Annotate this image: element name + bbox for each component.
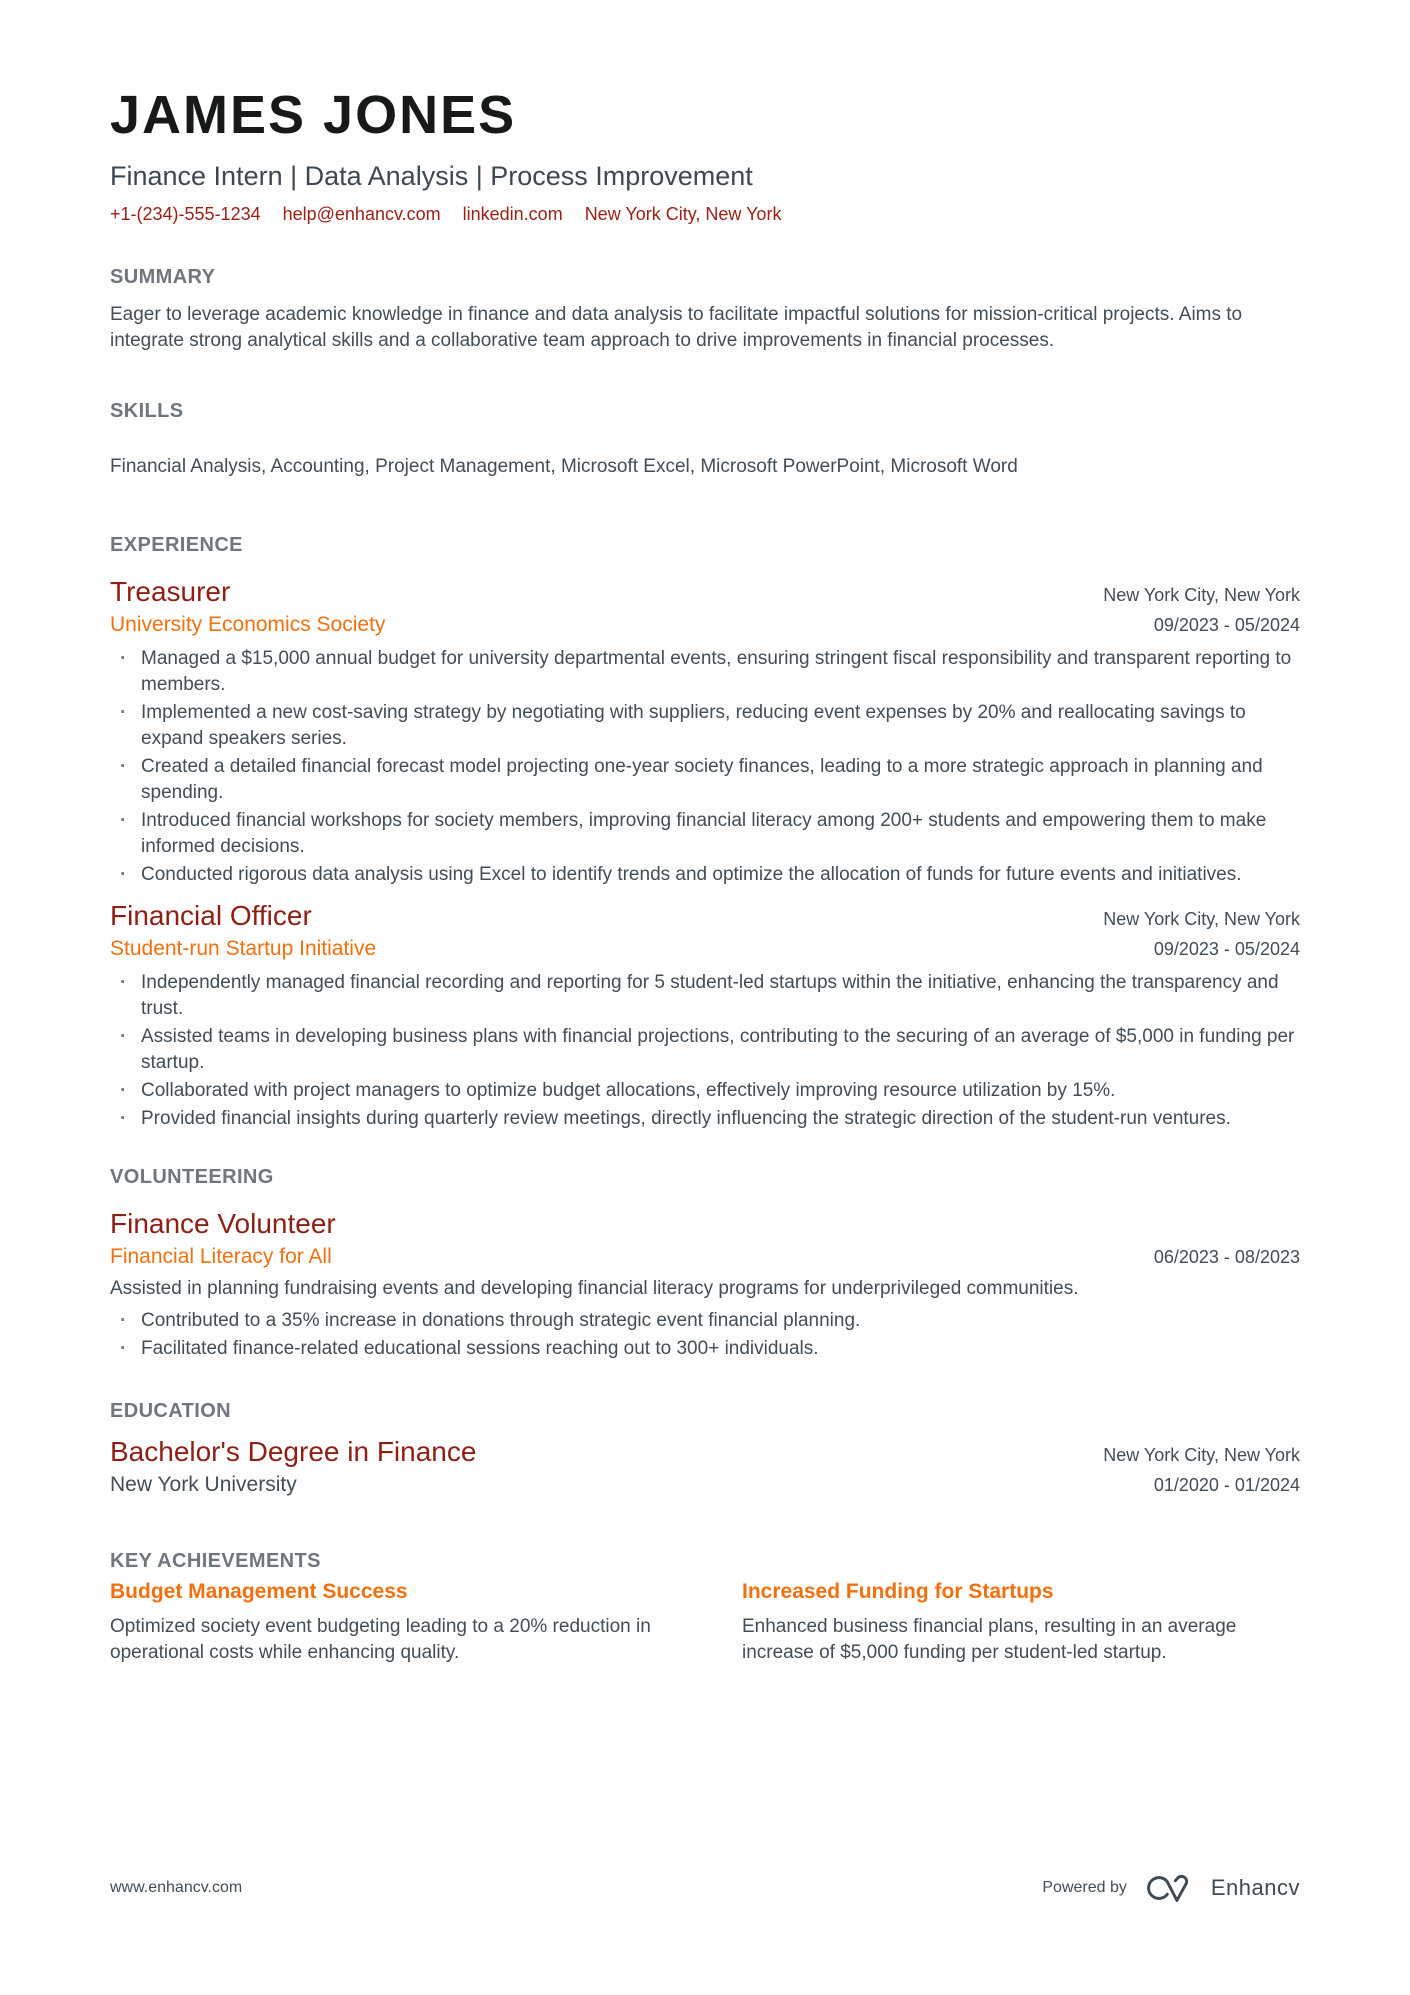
bullet-text: · Conducted rigorous data analysis using Excel to identify trends and optimize the allocation of funds for future events and initiatives. (141, 864, 1242, 885)
skills-heading: SKILLS (110, 400, 184, 422)
bullet-item (110, 1308, 1300, 1334)
key-achievements-heading: KEY ACHIEVEMENTS (110, 1550, 321, 1572)
job-location: New York City, New York (1103, 909, 1300, 929)
bullet-item (110, 1078, 1300, 1104)
volunteering-entry (110, 1206, 1300, 1362)
contact-linkedin-link[interactable]: linkedin.com (462, 204, 563, 224)
achievements-grid (110, 1578, 1300, 1666)
volunteer-dates: 06/2023 - 08/2023 (1153, 1247, 1300, 1267)
organization-name: Financial Literacy for All (110, 1245, 332, 1268)
education-section (110, 1398, 1300, 1500)
job-title: Financial Officer (110, 900, 312, 931)
bullet-text: · Implemented a new cost-saving strategy by negotiating with suppliers, reducing event expenses by 20% and reallocating savings to expand speakers series. (141, 702, 1246, 749)
summary-section (110, 264, 1300, 354)
experience-entry (110, 898, 1300, 1132)
achievement-text: Enhanced business financial plans, resulting in an average increase of $5,000 funding per student-led startup. (742, 1616, 1237, 1663)
bullet-text: · Collaborated with project managers to optimize budget allocations, effectively improving resource utilization by 15%. (141, 1080, 1116, 1101)
powered-by-label: Powered by (1042, 1879, 1127, 1896)
contact-email-link[interactable]: help@enhancv.com (282, 204, 441, 224)
bullet-text: · Introduced financial workshops for society members, improving financial literacy among 200+ students and empowering them to make informed decisions. (141, 810, 1267, 857)
job-bullets (110, 970, 1300, 1132)
entry-company-row (110, 610, 1300, 640)
school-name: New York University (110, 1473, 297, 1496)
contact-location: New York City, New York (584, 204, 782, 224)
volunteer-description: Assisted in planning fundraising events and developing financial literacy programs for underprivileged communities. (110, 1278, 1079, 1299)
experience-entry (110, 574, 1300, 888)
bullet-text: · Provided financial insights during quarterly review meetings, directly influencing the strategic direction of the student-run ventures. (141, 1108, 1231, 1129)
enhancv-brand-text: Enhancv (1210, 1875, 1300, 1900)
powered-by-block (1042, 1872, 1300, 1904)
key-achievements-section (110, 1548, 1300, 1666)
entry-company-row (110, 934, 1300, 964)
bullet-item (110, 754, 1300, 806)
job-title: Treasurer (110, 576, 231, 607)
job-dates: 09/2023 - 05/2024 (1153, 615, 1300, 635)
achievement-item (110, 1578, 668, 1666)
school-location: New York City, New York (1103, 1445, 1300, 1465)
job-bullets (110, 646, 1300, 888)
bullet-item (110, 808, 1300, 860)
person-headline: Finance Intern | Data Analysis | Process Improvement (110, 161, 753, 191)
bullet-item (110, 1106, 1300, 1132)
skills-section (110, 398, 1300, 480)
bullet-item (110, 1336, 1300, 1362)
summary-heading: SUMMARY (110, 266, 216, 288)
achievement-title: Budget Management Success (110, 1580, 408, 1603)
bullet-item (110, 646, 1300, 698)
contact-row (110, 202, 1300, 226)
bullet-text: · Facilitated finance-related educational sessions reaching out to 300+ individuals. (141, 1338, 819, 1359)
education-heading: EDUCATION (110, 1400, 232, 1422)
page-footer (110, 1872, 1300, 1904)
achievement-title: Increased Funding for Startups (742, 1580, 1054, 1603)
job-dates: 09/2023 - 05/2024 (1153, 939, 1300, 959)
degree-title: Bachelor's Degree in Finance (110, 1436, 477, 1467)
entry-title-row (110, 1434, 1300, 1470)
achievement-item (742, 1578, 1300, 1666)
entry-school-row (110, 1470, 1300, 1500)
contact-phone: +1-(234)-555-1234 (110, 204, 261, 224)
entry-title-row (110, 898, 1300, 934)
experience-section (110, 532, 1300, 1132)
bullet-text: · Created a detailed financial forecast model projecting one-year society finances, leading to a more strategic approach in planning and spending. (141, 756, 1263, 803)
experience-heading: EXPERIENCE (110, 534, 243, 556)
company-name: University Economics Society (110, 613, 386, 636)
bullet-text: · Assisted teams in developing business plans with financial projections, contributing to the securing of an average of $5,000 in funding per startup. (141, 1026, 1295, 1073)
bullet-text: · Independently managed financial recording and reporting for 5 student-led startups within the initiative, enhancing the transparency and trust. (141, 972, 1279, 1019)
bullet-text: · Managed a $15,000 annual budget for university departmental events, ensuring stringent fiscal responsibility and transparent reporting to members. (141, 648, 1292, 695)
entry-company-row (110, 1242, 1300, 1272)
bullet-item (110, 970, 1300, 1022)
volunteer-title: Finance Volunteer (110, 1208, 336, 1239)
skills-list: Financial Analysis, Accounting, Project Management, Microsoft Excel, Microsoft PowerPoint, Microsoft Word (110, 456, 1018, 477)
volunteering-section (110, 1164, 1300, 1362)
bullet-item (110, 1024, 1300, 1076)
person-name: JAMES JONES (110, 85, 517, 145)
bullet-item (110, 862, 1300, 888)
entry-title-row (110, 574, 1300, 610)
volunteering-heading: VOLUNTEERING (110, 1166, 274, 1188)
bullet-item (110, 700, 1300, 752)
achievement-text: Optimized society event budgeting leading to a 20% reduction in operational costs while enhancing quality. (110, 1616, 651, 1663)
footer-website-link[interactable]: www.enhancv.com (110, 1879, 243, 1896)
volunteer-bullets (110, 1308, 1300, 1362)
entry-title-row (110, 1206, 1300, 1242)
summary-text: Eager to leverage academic knowledge in finance and data analysis to facilitate impactful solutions for mission-critical projects. Aims to integrate strong analytical skills and a collaborative team approach to drive improvements in financial processes. (110, 304, 1243, 351)
job-location: New York City, New York (1103, 585, 1300, 605)
resume-header (110, 84, 1300, 226)
enhancv-logo-icon (1143, 1872, 1195, 1904)
education-entry (110, 1434, 1300, 1500)
bullet-text: · Contributed to a 35% increase in donations through strategic event financial planning. (141, 1310, 861, 1331)
education-dates: 01/2020 - 01/2024 (1153, 1475, 1300, 1495)
company-name: Student-run Startup Initiative (110, 937, 377, 960)
